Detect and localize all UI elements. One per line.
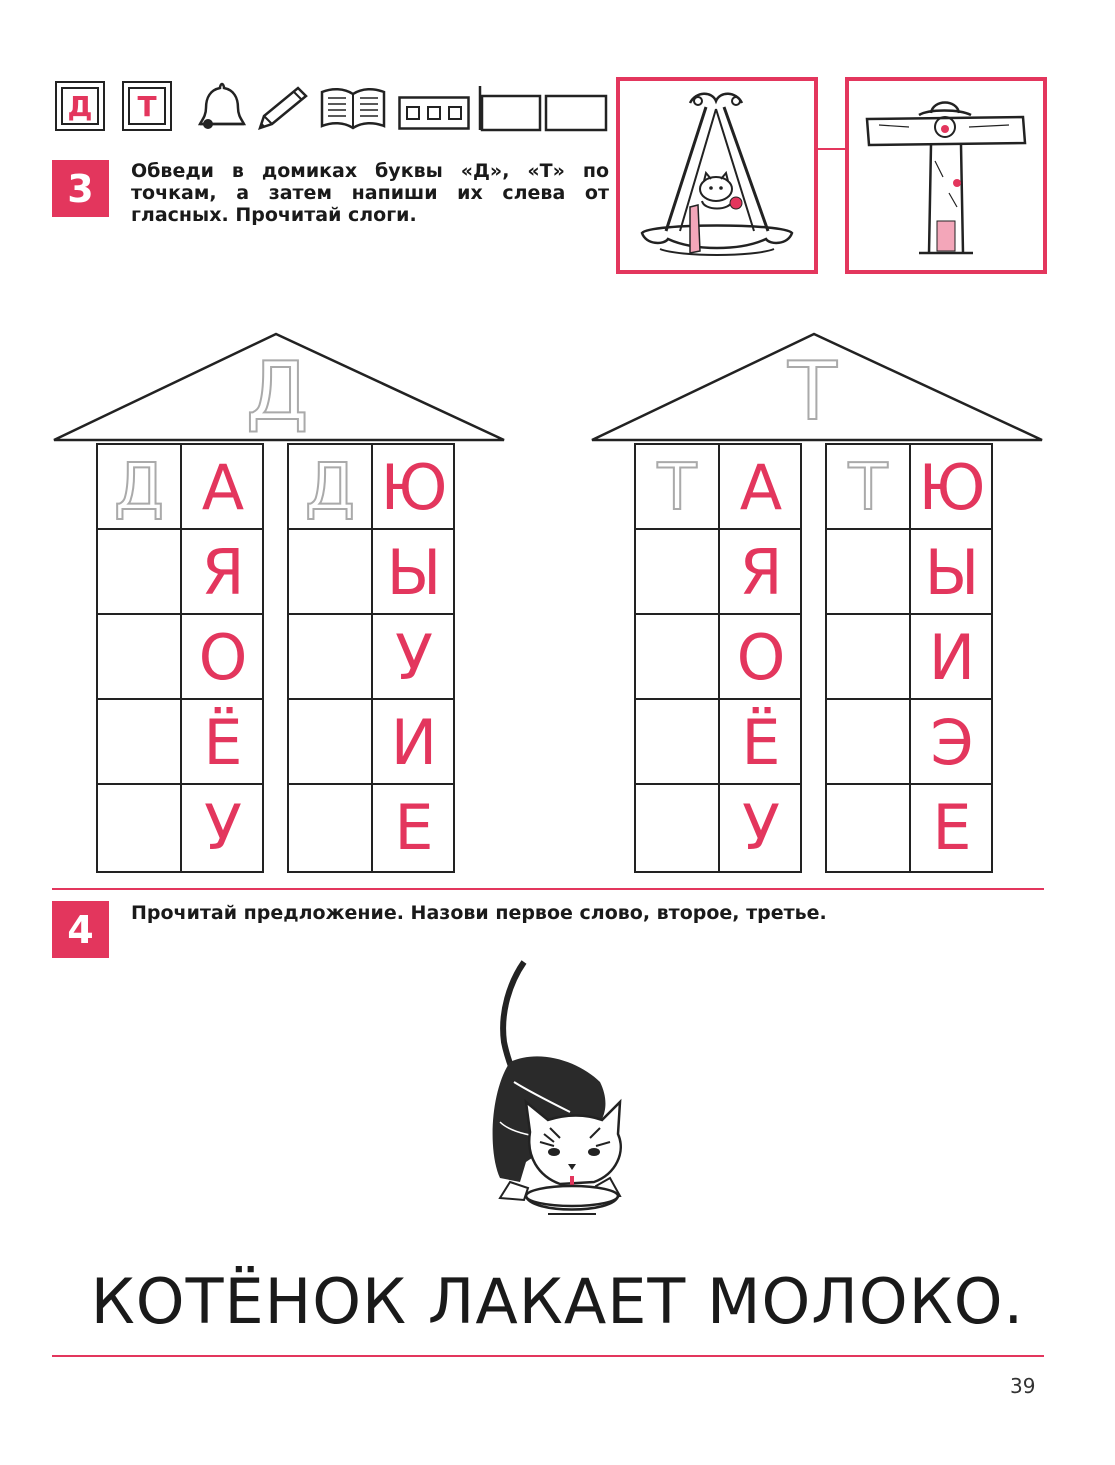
- house-t-roof-letter: Т: [788, 345, 837, 438]
- book-icon: [318, 84, 388, 132]
- vowel-cell: Ё: [203, 705, 243, 779]
- house-d-column-2: [287, 443, 455, 873]
- vowel-cell: А: [201, 450, 245, 524]
- vowel-cell: Е: [394, 790, 434, 864]
- house-t-column-1: [634, 443, 802, 873]
- letter-d-frame: [616, 77, 818, 274]
- write-cell[interactable]: [636, 700, 718, 785]
- trace-cell[interactable]: [289, 445, 371, 530]
- bell-icon: [194, 80, 250, 132]
- traced-letter: Д: [305, 450, 355, 525]
- vowel-cell: Ё: [741, 705, 781, 779]
- house-d-column-1: [96, 443, 264, 873]
- write-cell[interactable]: [98, 615, 180, 700]
- letter-d: Д: [61, 87, 99, 125]
- letter-t-illustration: [849, 81, 1043, 270]
- letter-t: Т: [128, 87, 166, 125]
- trace-cell[interactable]: [98, 445, 180, 530]
- vowel-cell: А: [739, 450, 783, 524]
- house-d-roof-letter: Д: [246, 345, 309, 438]
- letter-d-illustration: [620, 81, 814, 270]
- task-4-instruction: Прочитай предложение. Назови первое слово, второе, третье.: [131, 902, 827, 924]
- vowel-cell: Я: [739, 535, 783, 609]
- vowel-cell: О: [736, 620, 786, 694]
- write-cell[interactable]: [98, 700, 180, 785]
- section-divider: [52, 888, 1044, 890]
- task-4-number: 4: [52, 901, 109, 958]
- vowel-cell: Ю: [380, 450, 448, 524]
- house-t-column-2: [825, 443, 993, 873]
- traced-letter: Т: [657, 450, 697, 525]
- write-cell[interactable]: [289, 530, 371, 615]
- kitten-illustration: [470, 952, 650, 1242]
- vowel-cell: О: [198, 620, 248, 694]
- vowel-cell: Ы: [924, 535, 980, 609]
- vowel-cell: Ю: [918, 450, 986, 524]
- letter-box-t: [122, 81, 172, 131]
- vowel-cell: Ы: [386, 535, 442, 609]
- write-cell[interactable]: [827, 785, 909, 870]
- vowel-cell: И: [928, 620, 976, 694]
- task-3-instruction: Обведи в домиках буквы «Д», «Т» по точкам, а затем напиши их слева от гласных. Прочитай слоги.: [131, 160, 609, 226]
- vowel-cell: Е: [932, 790, 972, 864]
- trace-cell[interactable]: [636, 445, 718, 530]
- sound-scheme-icon: [398, 96, 470, 130]
- write-cell[interactable]: [98, 785, 180, 870]
- vowel-cell: У: [395, 620, 433, 694]
- trace-cell[interactable]: [827, 445, 909, 530]
- traced-letter: Д: [114, 450, 164, 525]
- vowel-cell: Я: [201, 535, 245, 609]
- vowel-cell: У: [742, 790, 780, 864]
- word-scheme-icon: [478, 84, 610, 132]
- traced-letter: Т: [848, 450, 888, 525]
- write-cell[interactable]: [636, 530, 718, 615]
- write-cell[interactable]: [289, 700, 371, 785]
- page-number: 39: [1010, 1374, 1036, 1398]
- task-3-number: 3: [52, 160, 109, 217]
- bottom-divider: [52, 1355, 1044, 1357]
- frames-connector: [818, 148, 846, 150]
- write-cell[interactable]: [827, 530, 909, 615]
- write-cell[interactable]: [289, 615, 371, 700]
- write-cell[interactable]: [827, 700, 909, 785]
- vowel-cell: У: [204, 790, 242, 864]
- write-cell[interactable]: [289, 785, 371, 870]
- letter-box-d: [55, 81, 105, 131]
- pencil-icon: [252, 82, 312, 132]
- vowel-cell: Э: [930, 705, 974, 779]
- write-cell[interactable]: [636, 785, 718, 870]
- letter-t-frame: [845, 77, 1047, 274]
- vowel-cell: И: [390, 705, 438, 779]
- write-cell[interactable]: [827, 615, 909, 700]
- reading-sentence: КОТЁНОК ЛАКАЕТ МОЛОКО.: [90, 1265, 1025, 1338]
- write-cell[interactable]: [636, 615, 718, 700]
- write-cell[interactable]: [98, 530, 180, 615]
